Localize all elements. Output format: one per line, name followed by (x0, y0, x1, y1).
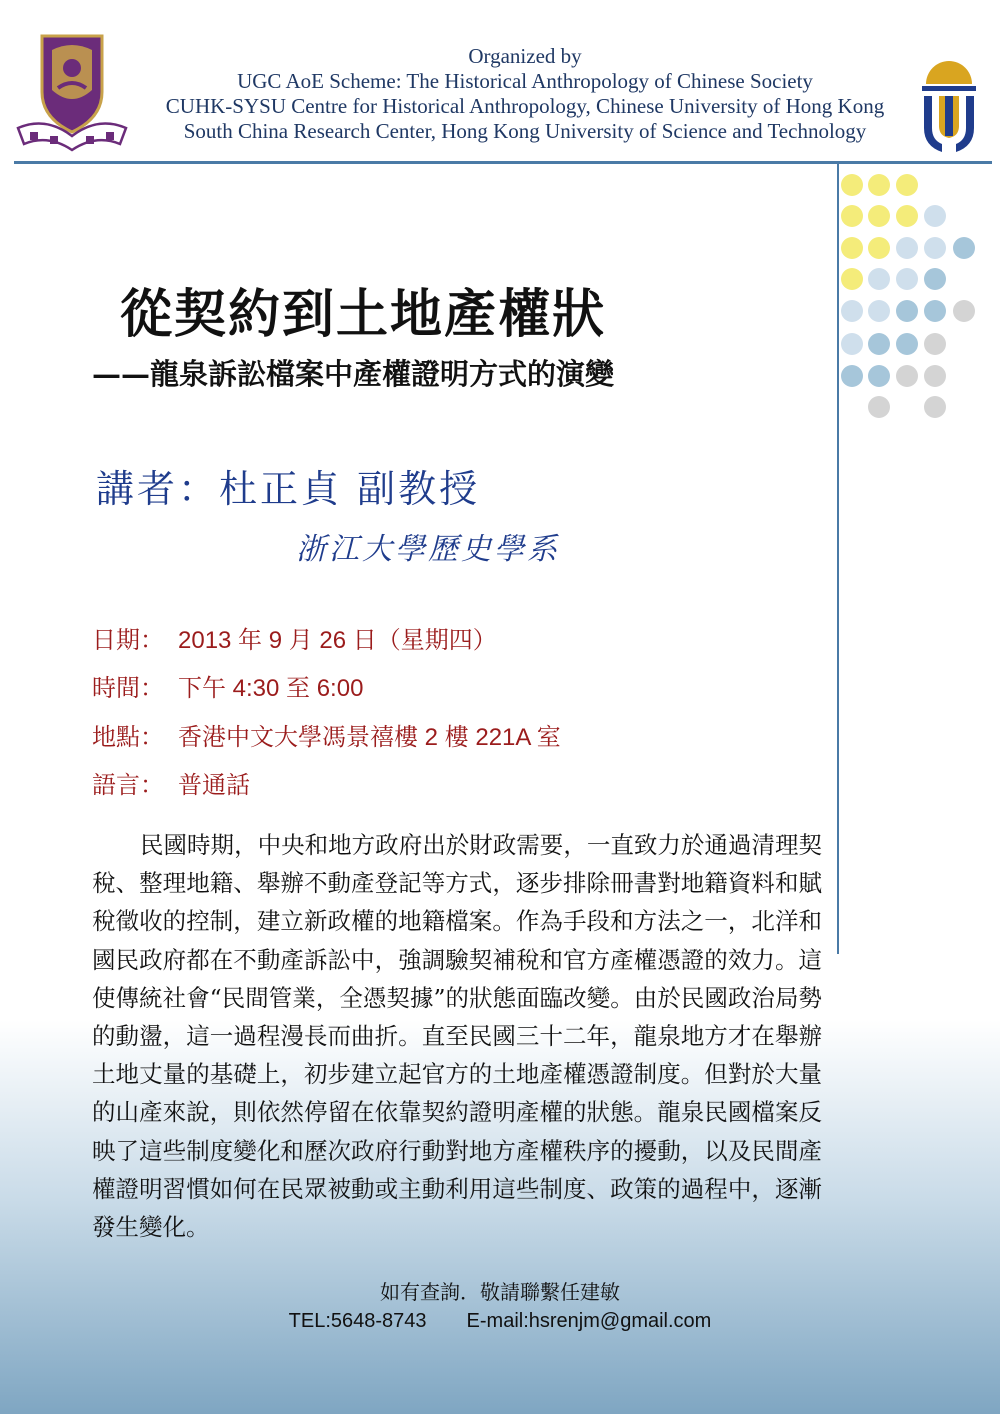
dot-decoration (841, 268, 863, 290)
dot-decoration (924, 396, 946, 418)
dot-decoration (868, 174, 890, 196)
dot-decoration (841, 300, 863, 322)
header-divider (14, 161, 992, 164)
vertical-accent-line (837, 161, 839, 954)
dot-decoration (924, 268, 946, 290)
organizers-block (130, 44, 920, 144)
speaker-name: 講者：杜正貞 副教授 (96, 467, 481, 511)
contact-inquiry: 如有查詢．敬請聯繫任建敏 (380, 1282, 620, 1304)
date-value: 2013 年 9 月 26 日（星期四） (178, 627, 497, 654)
dot-decoration (868, 300, 890, 322)
dot-decoration (868, 396, 890, 418)
lecture-subtitle: ——龍泉訴訟檔案中產權證明方式的演變 (92, 357, 615, 391)
dot-decoration (841, 237, 863, 259)
dot-decoration (868, 365, 890, 387)
dot-decoration (896, 365, 918, 387)
dot-decoration (924, 237, 946, 259)
dot-decoration (953, 300, 975, 322)
dot-decoration (841, 365, 863, 387)
dot-decoration (924, 365, 946, 387)
language-row (92, 765, 250, 800)
dot-decoration (924, 205, 946, 227)
dot-decoration (868, 333, 890, 355)
dot-decoration (896, 174, 918, 196)
organizer-line-2: CUHK-SYSU Centre for Historical Anthropology, Chinese University of Hong Kong (165, 94, 885, 118)
dot-decoration (896, 300, 918, 322)
dot-decoration (896, 333, 918, 355)
time-row (92, 668, 363, 703)
language-value: 普通話 (178, 772, 250, 799)
dot-decoration (924, 300, 946, 322)
venue-label: 地點： (92, 724, 164, 751)
dot-decoration (953, 237, 975, 259)
dot-decoration (896, 268, 918, 290)
hkust-logo-icon (918, 58, 980, 156)
venue-value: 香港中文大學馮景禧樓 2 樓 221A 室 (178, 724, 561, 751)
dot-decoration (924, 333, 946, 355)
language-label: 語言： (92, 772, 164, 799)
cuhk-crest-icon (16, 32, 128, 152)
dot-decoration (868, 237, 890, 259)
dot-decoration (868, 268, 890, 290)
time-value: 下午 4:30 至 6:00 (178, 675, 364, 702)
header (0, 40, 1000, 160)
organized-by-label: Organized by (468, 44, 582, 68)
dot-decoration (841, 205, 863, 227)
organizer-line-3: South China Research Center, Hong Kong University of Science and Technology (183, 119, 867, 143)
dot-decoration (841, 174, 863, 196)
contact-email[interactable]: E-mail:hsrenjm@gmail.com (466, 1310, 712, 1332)
contact-tel: TEL:5648-8743 (288, 1310, 427, 1332)
contact-details (0, 1310, 1000, 1333)
speaker-department: 浙江大學歷史學系 (296, 532, 560, 567)
dot-decoration (868, 205, 890, 227)
time-label: 時間： (92, 675, 164, 702)
venue-row (92, 717, 561, 752)
dot-decoration (896, 205, 918, 227)
organizer-line-1: UGC AoE Scheme: The Historical Anthropology of Chinese Society (237, 69, 813, 93)
date-label: 日期： (92, 627, 164, 654)
lecture-title: 從契約到土地產權狀 (120, 284, 607, 345)
abstract-paragraph: 民國時期，中央和地方政府出於財政需要，一直致力於通過清理契稅、整理地籍、舉辦不動產登記等方式，逐步排除冊書對地籍資料和賦稅徵收的控制，建立新政權的地籍檔案。作為手段和方法之一，北洋和國民政府都在不動產訴訟中，強調驗契補稅和官方產權憑證的效力。這使傳統社會“民間管業，全憑契據”的狀態面臨改變。由於民國政治局勢的動盪，這一過程漫長而曲折。直至民國三十二年，龍泉地方才在舉辦土地丈量的基礎上，初步建立起官方的土地產權憑證制度。但對於大量的山產來說，則依然停留在依靠契約證明產權的狀態。龍泉民國檔案反映了這些制度變化和歷次政府行動對地方產權秩序的擾動，以及民間產權證明習慣如何在民眾被動或主動利用這些制度、政策的過程中，逐漸發生變化。 (92, 831, 822, 1242)
dot-decoration (841, 333, 863, 355)
date-row (92, 620, 497, 655)
dot-decoration (896, 237, 918, 259)
